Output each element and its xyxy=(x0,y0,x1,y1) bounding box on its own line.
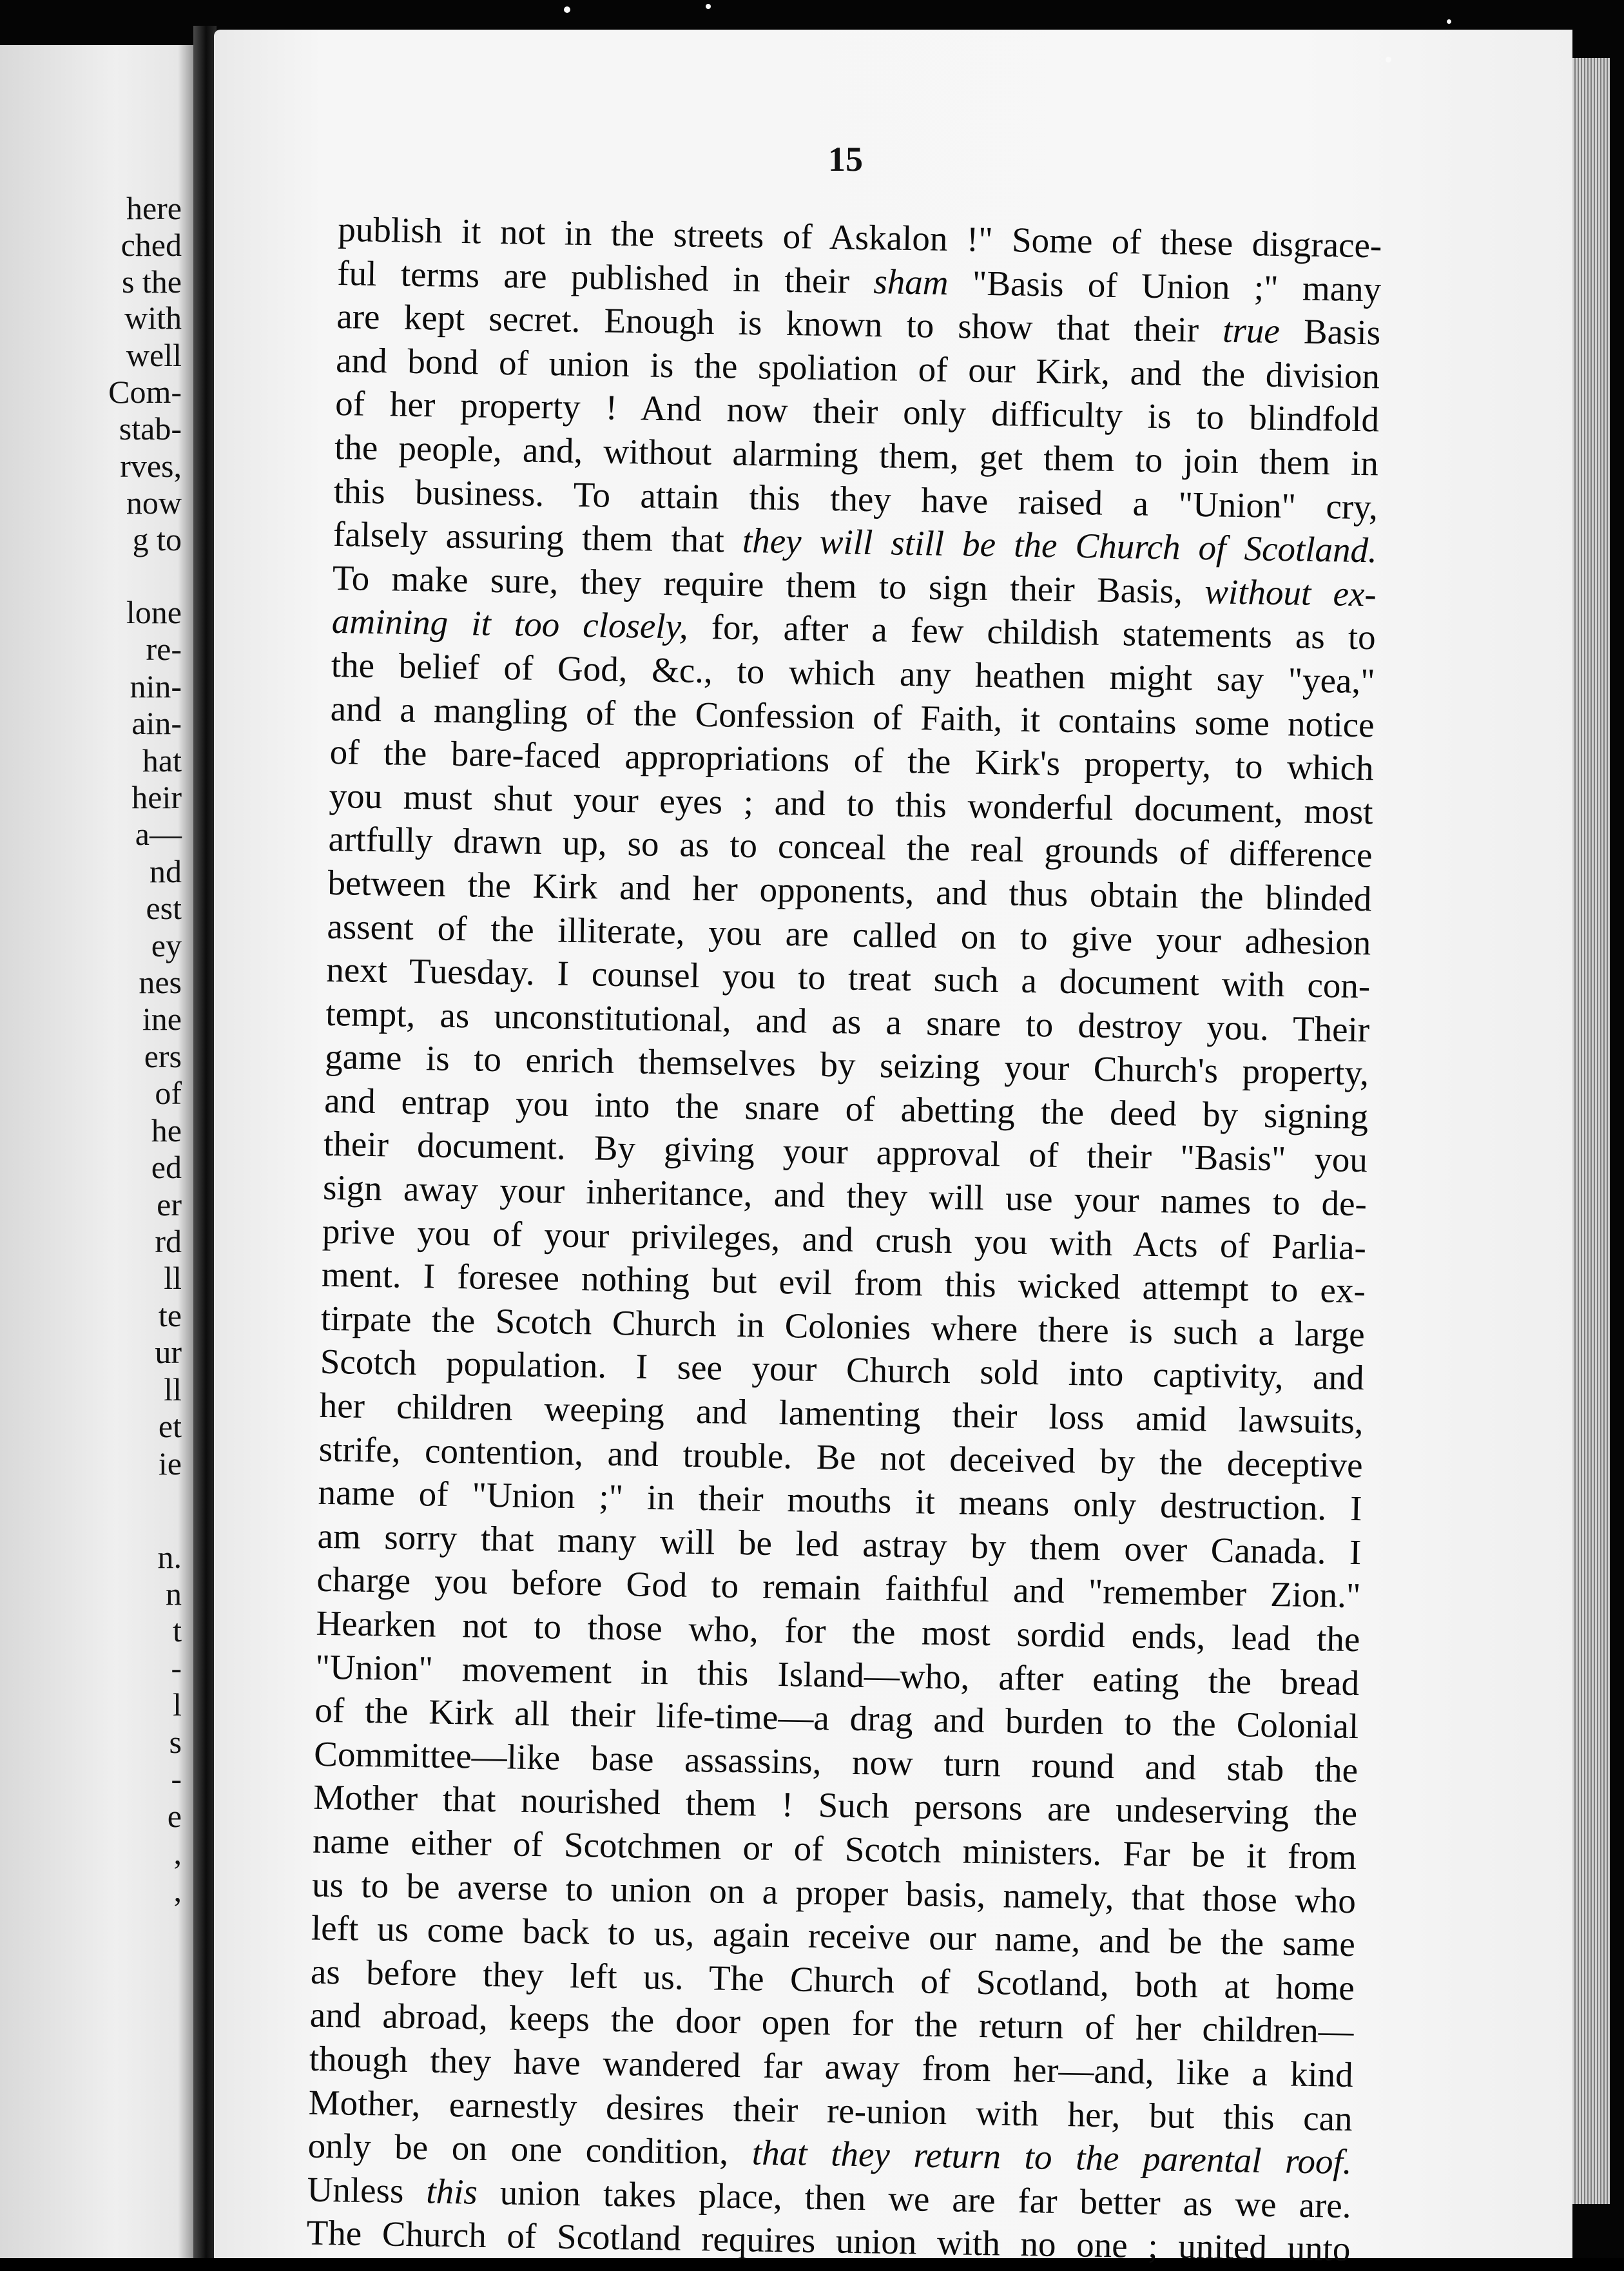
italic-text: amining it too closely, xyxy=(331,601,689,646)
text-run: publish it not in the streets of Askalon !" Some of these disgrace- xyxy=(337,209,1382,266)
text-run: ful terms are published in their xyxy=(336,253,874,301)
facing-page-fragment: n. xyxy=(157,1539,182,1575)
italic-text: without ex- xyxy=(1204,571,1377,614)
facing-page-fragment: rd xyxy=(155,1223,182,1259)
facing-page-fragment: l xyxy=(173,1686,182,1723)
text-run: Basis xyxy=(1279,311,1381,353)
text-run: am sorry that many will be led astray by them over Canada. I xyxy=(317,1516,1362,1572)
facing-page-fragment: now xyxy=(126,485,182,521)
facing-page-fragment: ine xyxy=(142,1001,182,1037)
facing-page-fragment: ched xyxy=(121,227,182,263)
text-run: the people, and, without alarming them, get them to join them in xyxy=(334,427,1379,483)
text-run: "Basis of Union ;" many xyxy=(948,262,1382,309)
text-run: of the Kirk all their life-time—a drag and burden to the Colonial xyxy=(314,1690,1359,1746)
facing-page-fragment: of xyxy=(155,1075,182,1111)
facing-page-fragment: et xyxy=(158,1408,182,1444)
text-run: The Church of Scotland requires union with no one ; united unto xyxy=(306,2212,1351,2269)
text-run: To make sure, they require them to sign their Basis, xyxy=(332,557,1205,611)
text-run: name either of Scotchmen or of Scotch ministers. Far be it from xyxy=(312,1821,1357,1877)
italic-text: true xyxy=(1222,310,1281,351)
facing-page-fragment: ers xyxy=(144,1038,182,1074)
italic-text: sham xyxy=(873,261,949,302)
text-run: Mother, earnestly desires their re-union with her, but this can xyxy=(308,2082,1353,2138)
text-run: name of "Union ;" in their mouths it means only destruction. I xyxy=(318,1472,1362,1529)
text-run: and abroad, keeps the door open for the return of her children— xyxy=(309,1995,1355,2051)
text-run: this business. To attain this they have raised a "Union" cry, xyxy=(333,470,1378,527)
facing-page-fragment: nin- xyxy=(130,668,182,704)
scan-speck xyxy=(1386,57,1391,63)
facing-page-fragment: - xyxy=(171,1650,182,1686)
facing-page-fragment: te xyxy=(158,1297,182,1333)
text-run: Committee—like base assassins, now turn round and stab the xyxy=(313,1734,1358,1790)
text-run: and a mangling of the Confession of Faith, it contains some notice xyxy=(330,688,1375,744)
facing-page-fragment: rves, xyxy=(120,448,182,484)
text-run: for, after a few childish statements as to xyxy=(688,606,1377,657)
text-run: left us come back to us, again receive our name, and be the same xyxy=(311,1908,1356,1964)
facing-page-fragment: e xyxy=(167,1798,182,1834)
text-run: only be on one condition, xyxy=(307,2125,753,2172)
text-run: you must shut your eyes ; and to this wonderful document, most xyxy=(329,775,1373,832)
facing-page-fragment: ie xyxy=(158,1445,182,1482)
text-run: us to be averse to union on a proper basis, namely, that those who xyxy=(311,1864,1357,1920)
italic-text: that they return to the parental roof. xyxy=(751,2132,1353,2182)
text-run: sign away your inheritance, and they will use your names to de- xyxy=(322,1167,1368,1224)
facing-page-fragment: with xyxy=(124,300,182,336)
text-run: though they have wandered far away from her—and, like a kind xyxy=(309,2038,1354,2095)
text-run: Hearken not to those who, for the most sordid ends, lead the xyxy=(316,1603,1360,1659)
text-run: of the bare-faced appropriations of the Kirk's property, to which xyxy=(329,732,1375,788)
facing-page-fragment: - xyxy=(171,1761,182,1797)
facing-page-fragment: , xyxy=(173,1835,182,1871)
body-text xyxy=(306,208,1382,2271)
text-run: tirpate the Scotch Church in Colonies where there is such a large xyxy=(320,1298,1366,1355)
facing-page-fragment: ain- xyxy=(131,705,182,741)
facing-page-fragment: nd xyxy=(150,853,182,889)
facing-page-fragment: t xyxy=(173,1612,182,1648)
text-run: tempt, as unconstitutional, and as a snare to destroy you. Their xyxy=(325,993,1370,1049)
text-run: union takes place, then we are far better as we are. xyxy=(477,2172,1351,2225)
text-run: and bond of union is the spoliation of our Kirk, and the division xyxy=(335,340,1380,396)
facing-page-fragment: hat xyxy=(142,742,182,778)
facing-page-fragment: ed xyxy=(151,1149,182,1185)
text-run: Scotch population. I see your Church sold into captivity, and xyxy=(320,1342,1365,1398)
facing-page-fragment: heir xyxy=(131,779,182,815)
scan-speck xyxy=(706,4,711,9)
text-run: falsely assuring them that xyxy=(333,514,743,561)
text-run: Unless xyxy=(307,2169,427,2211)
facing-page-fragment: g to xyxy=(132,521,182,557)
facing-page-fragment: ey xyxy=(151,927,182,963)
facing-page-fragment: Com- xyxy=(108,374,182,410)
text-run: charge you before God to remain faithful and "remember Zion." xyxy=(316,1560,1361,1616)
text-run: as before they left us. The Church of Scotland, both at home xyxy=(310,1951,1355,2007)
italic-text: this xyxy=(425,2171,478,2212)
text-run: ment. I foresee nothing but evil from this wicked attempt to ex- xyxy=(321,1255,1366,1311)
facing-page-fragment: a— xyxy=(135,816,182,852)
text-run: are kept secret. Enough is known to show that their xyxy=(336,296,1223,350)
facing-page-fragment: est xyxy=(146,890,182,926)
facing-page-fragment: s the xyxy=(121,264,182,300)
book-gutter xyxy=(193,26,217,2258)
facing-page-fragment: s xyxy=(169,1724,182,1760)
text-run: and entrap you into the snare of abetting the deed by signing xyxy=(324,1080,1369,1137)
text-run: the belief of God, &c., to which any heathen might say "yea," xyxy=(331,644,1376,701)
scan-speck xyxy=(1447,19,1451,24)
facing-page-fragment: well xyxy=(126,337,182,373)
facing-page-fragment: ll xyxy=(164,1260,182,1296)
facing-page-fragment: here xyxy=(126,190,182,226)
page-stack-edge xyxy=(1572,58,1610,2204)
scan-speck xyxy=(564,6,570,13)
facing-page-fragment: nes xyxy=(139,964,182,1000)
text-run: her children weeping and lamenting their loss amid lawsuits, xyxy=(319,1385,1364,1442)
text-run: prive you of your privileges, and crush you with Acts of Parlia- xyxy=(322,1211,1367,1267)
text-run: artfully drawn up, so as to conceal the real grounds of difference xyxy=(328,819,1373,875)
facing-page-fragment: er xyxy=(157,1186,182,1222)
text-run: between the Kirk and her opponents, and thus obtain the blinded xyxy=(327,862,1372,919)
text-run: game is to enrich themselves by seizing your Church's property, xyxy=(324,1037,1369,1093)
facing-page-fragment: ll xyxy=(164,1371,182,1407)
facing-page-edge xyxy=(0,45,193,2258)
text-run: their document. By giving your approval of their "Basis" you xyxy=(323,1124,1368,1180)
text-run: of her property ! And now their only difficulty is to blindfold xyxy=(334,383,1380,440)
facing-page-fragment: lone xyxy=(126,594,182,630)
text-run: Mother that nourished them ! Such persons are undeserving the xyxy=(313,1777,1358,1833)
text-run: "Union" movement in this Island—who, after eating the bread xyxy=(314,1647,1360,1703)
italic-text: they will still be the Church of Scotland. xyxy=(742,521,1378,570)
text-run: assent of the illiterate, you are called on to give your adhesion xyxy=(327,906,1371,962)
facing-page-fragment: re- xyxy=(146,631,182,667)
page-number: 15 xyxy=(828,140,863,179)
facing-page-fragment: he xyxy=(151,1112,182,1148)
text-run: next Tuesday. I counsel you to treat such a document with con- xyxy=(325,949,1371,1006)
facing-page-fragment: stab- xyxy=(119,411,182,447)
facing-page-fragment: ur xyxy=(155,1334,182,1370)
facing-page-fragment: , xyxy=(173,1872,182,1908)
facing-page-fragment: n xyxy=(166,1576,182,1612)
text-run: strife, contention, and trouble. Be not deceived by the deceptive xyxy=(318,1429,1364,1485)
